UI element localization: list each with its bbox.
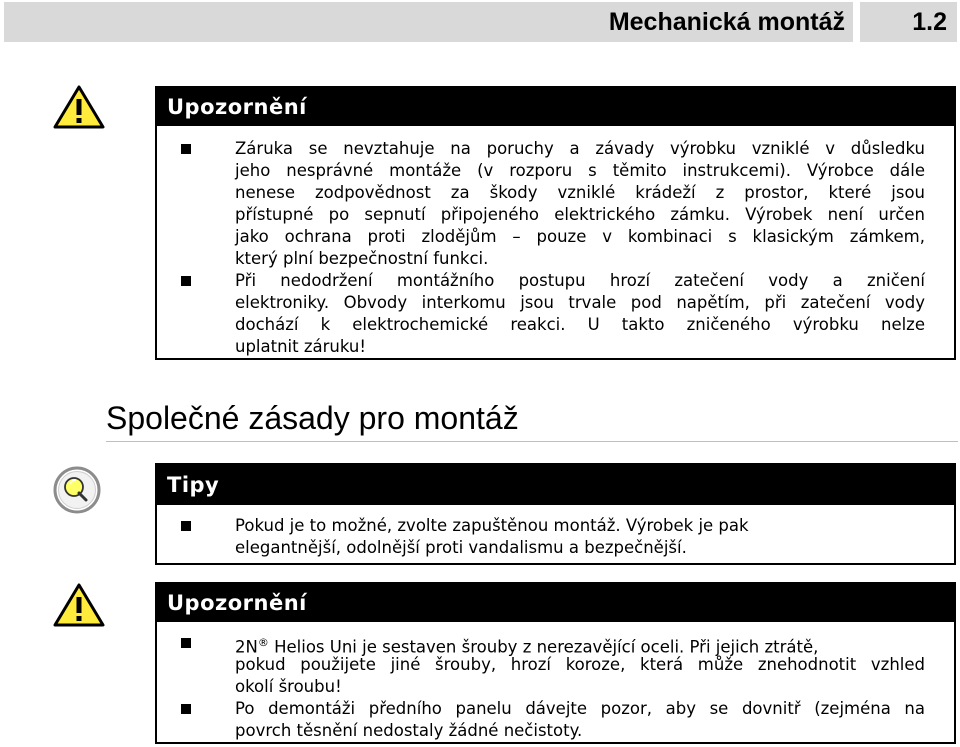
registered-mark: ®: [257, 636, 269, 649]
text-line: Při nedodržení montážního postupu hrozí zatečení vody a zničení: [235, 271, 925, 290]
bullet-icon: [181, 638, 191, 648]
text-line: elektroniky. Obvody interkomu jsou trvale pod napětím, při zatečení vody: [235, 293, 925, 312]
text-line: Po demontáži předního panelu dávejte pozor, aby se dovnitř (zejména na: [235, 699, 925, 718]
text-line: dochází k elektrochemické reakci. U takto zničeného výrobku nelze: [235, 315, 925, 334]
bullet-icon: [181, 276, 191, 286]
text-line: jeho nesprávné montáže (v rozporu s těmito instrukcemi). Výrobce dále: [235, 161, 925, 180]
text-span: Helios Uni je sestaven šrouby z nerezavějící oceli. Při jejich ztrátě,: [268, 637, 819, 657]
text-line: Záruka se nevztahuje na poruchy a závady výrobku vzniklé v důsledku: [235, 139, 925, 158]
bullet-icon: [181, 521, 191, 531]
page-header: [4, 2, 957, 42]
header-chapter-box: [860, 2, 957, 42]
text-line: elegantnější, odolnější proti vandalismu a bezpečnější.: [235, 538, 687, 557]
section-title: Společné zásady pro montáž: [106, 400, 519, 436]
text-line: uplatnit záruku!: [235, 337, 366, 356]
text-line: pokud použijete jiné šrouby, hrozí koroze, která může znehodnotit vzhled: [235, 655, 925, 674]
warning-icon: [52, 582, 106, 628]
warning-icon: [52, 84, 106, 130]
text-line: přístupné po sepnutí připojeného elektrického zámku. Výrobek není určen: [235, 205, 925, 224]
text-line: okolí šroubu!: [235, 677, 342, 696]
warning-box-1: [155, 86, 956, 360]
header-chapter-number: 1.2: [912, 8, 947, 36]
text-line: Pokud je to možné, zvolte zapuštěnou montáž. Výrobek je pak: [235, 516, 749, 535]
header-title-box: [4, 2, 853, 42]
text-line: který plní bezpečnostní funkci.: [235, 249, 489, 268]
lightbulb-icon: [53, 466, 101, 514]
warning-box-2: [155, 582, 956, 744]
tips-box: [155, 463, 956, 565]
header-title: Mechanická montáž: [608, 8, 845, 36]
brand-name: 2N: [235, 637, 258, 657]
warning-heading: Upozornění: [157, 584, 954, 622]
text-line: jako ochrana proti zlodějům – pouze v kombinaci s klasickým zámkem,: [235, 227, 925, 246]
bullet-icon: [181, 704, 191, 714]
bullet-icon: [181, 144, 191, 154]
tips-heading: Tipy: [157, 465, 954, 505]
warning-heading: Upozornění: [157, 88, 954, 126]
section-divider: [106, 441, 958, 442]
text-line: povrch těsnění nedostaly žádné nečistoty.: [235, 721, 583, 740]
text-line: nenese zodpovědnost za škody vzniklé krádeží z prostor, které jsou: [235, 183, 925, 202]
